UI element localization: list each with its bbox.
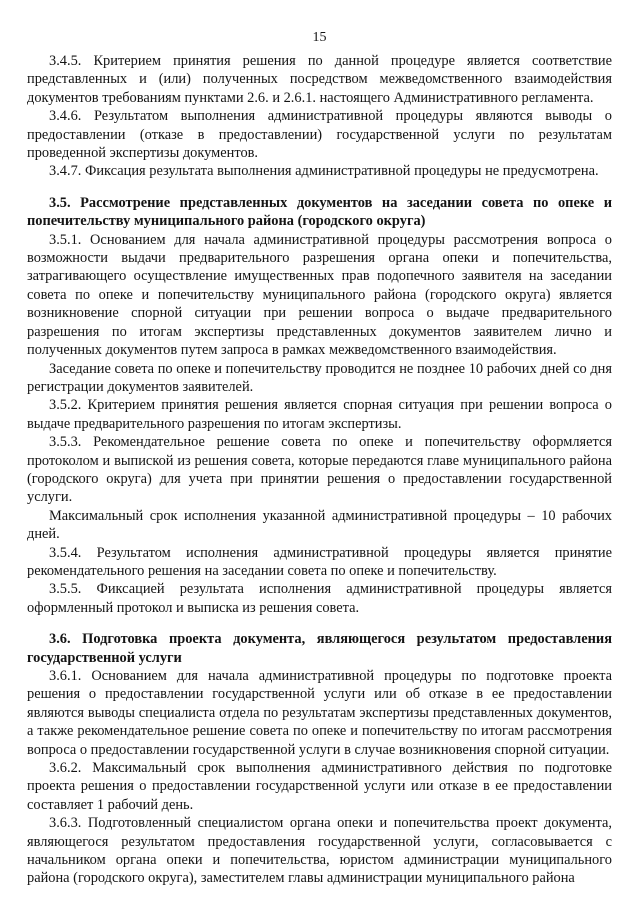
paragraph-3-5-4: 3.5.4. Результатом исполнения административной процедуры является принятие рекомендательного решения на заседании совета по опеке и попечительству.	[27, 544, 612, 579]
page-number: 15	[312, 30, 327, 45]
paragraph-council-meeting: Заседание совета по опеке и попечительству проводится не позднее 10 рабочих дней со дня регистрации документов заявителей.	[27, 360, 612, 395]
paragraph-3-4-6: 3.4.6. Результатом выполнения административной процедуры являются выводы о предоставлении (отказе в предоставлении) государственной услуги по результатам проведенной экспертизы документов.	[27, 108, 612, 162]
paragraph-3-5-1: 3.5.1. Основанием для начала административной процедуры рассмотрения вопроса о возможности выдачи предварительного разрешения органа опеки и попечительства, затрагивающего осуществление имущественных прав подопечного заявителя на заседании совета по опеке и попечительству муниципального района (городского округа) является возникновение спорной ситуации при решении вопроса о выдаче предварительного разрешения по итогам экспертизы представленных документов заявителем лично и полученных документов путем запроса в рамках межведомственного взаимодействия.	[27, 231, 612, 359]
paragraph-3-4-5: 3.4.5. Критерием принятия решения по данной процедуре является соответствие представленных и (или) полученных посредством межведомственного взаимодействия документов требованиям пунктами 2.6. и 2.6.1. настоящего Административного регламента.	[27, 53, 612, 106]
section-heading-3-5: 3.5. Рассмотрение представленных документов на заседании совета по опеке и попечительству муниципального района (городского округа)	[27, 194, 612, 230]
paragraph-3-6-2: 3.6.2. Максимальный срок выполнения административного действия по подготовке проекта решения о предоставлении государственной услуги или отказе в ее предоставлении составляет 1 рабочий день.	[27, 760, 612, 813]
paragraph-3-5-5: 3.5.5. Фиксацией результата исполнения административной процедуры является оформленный протокол и выписка из решения совета.	[27, 581, 612, 616]
paragraph-3-5-2: 3.5.2. Критерием принятия решения является спорная ситуация при решении вопроса о выдаче предварительного разрешения по итогам экспертизы.	[27, 397, 612, 432]
paragraph-3-6-3: 3.6.3. Подготовленный специалистом органа опеки и попечительства проект документа, являющегося результатом предоставления государственной услуги, согласовывается с начальником органа опеки и попечительства, юристом администрации муниципального района (городского округа), заместителем главы администрации муниципального района	[27, 815, 612, 887]
paragraph-3-6-1: 3.6.1. Основанием для начала административной процедуры по подготовке проекта решения о предоставлении государственной услуги или об отказе в ее предоставлении являются выводы специалиста отдела по результатам экспертизы представленных документов, а также рекомендательное решение совета по опеке и попечительству по итогам рассмотрения вопроса о предоставлении государственной услуги в случае возникновения спорной ситуации.	[27, 668, 612, 758]
paragraph-3-4-7: 3.4.7. Фиксация результата выполнения административной процедуры не предусмотрена.	[49, 163, 599, 180]
paragraph-max-term: Максимальный срок исполнения указанной административной процедуры – 10 рабочих дней.	[27, 507, 612, 543]
section-heading-3-6: 3.6. Подготовка проекта документа, являющегося результатом предоставления государственной услуги	[27, 631, 612, 666]
paragraph-3-5-3: 3.5.3. Рекомендательное решение совета по опеке и попечительству оформляется протоколом и выпиской из решения совета, которые передаются главе муниципального района (городского округа) для учета при принятии решения о предоставлении государственной услуги.	[27, 434, 612, 506]
